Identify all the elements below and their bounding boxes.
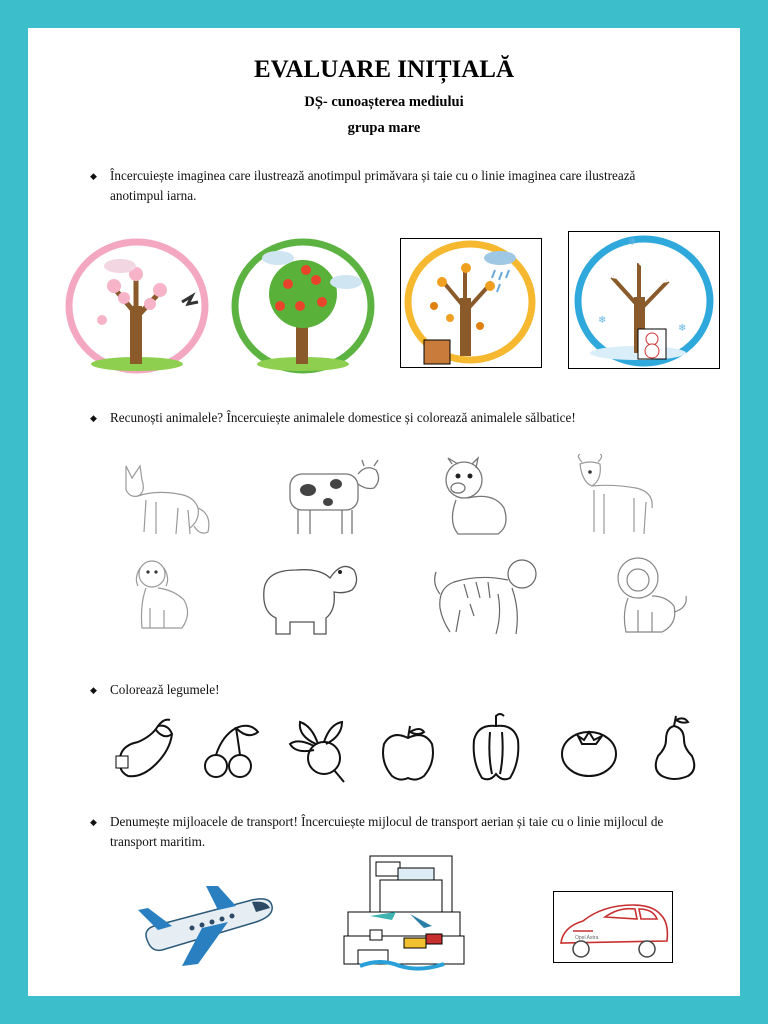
tiger-outline-image[interactable]	[430, 554, 542, 638]
svg-text:❄: ❄	[598, 315, 607, 326]
lion-outline-image[interactable]	[608, 556, 692, 638]
winter-tree-image[interactable]	[568, 231, 720, 369]
airplane-image[interactable]	[132, 880, 276, 970]
task-1-text: Încercuiește imaginea care ilustrează anotimpul primăvara și taie cu o linie imaginea care ilustrează anotimpul iarna.	[110, 168, 636, 203]
pear-outline-image[interactable]	[650, 714, 700, 782]
cherries-outline-image[interactable]	[200, 722, 262, 782]
radish-outline-image[interactable]	[284, 718, 352, 786]
bullet-icon: ◆	[90, 817, 97, 827]
subject-line: DȘ- cunoașterea mediului	[304, 94, 464, 110]
task-4-instruction	[90, 812, 690, 852]
hippo-outline-image[interactable]	[256, 556, 360, 638]
cow-outline-image[interactable]	[284, 456, 384, 538]
autumn-tree-image[interactable]	[400, 238, 542, 368]
task-1-instruction	[90, 166, 690, 206]
page-title: EVALUARE INIȚIALĂ	[253, 56, 515, 83]
group-line: grupa mare	[347, 120, 421, 136]
bullet-icon: ◆	[90, 413, 97, 423]
car-image[interactable]	[553, 891, 673, 963]
task-2-instruction	[90, 408, 690, 428]
task-3-text: Colorează legumele!	[110, 682, 220, 697]
svg-text:❄: ❄	[628, 237, 637, 248]
eggplant-outline-image[interactable]	[112, 716, 178, 782]
bell-pepper-outline-image[interactable]	[466, 712, 526, 784]
tomato-outline-image[interactable]	[558, 722, 620, 780]
worksheet-page	[28, 28, 740, 996]
bullet-icon: ◆	[90, 171, 97, 181]
svg-text:❄: ❄	[678, 323, 687, 334]
pig-outline-image[interactable]	[438, 456, 518, 538]
ship-image[interactable]	[340, 854, 468, 972]
spring-tree-image[interactable]	[62, 236, 212, 376]
summer-tree-image[interactable]	[228, 236, 378, 376]
task-4-text: Denumește mijloacele de transport! Încercuiește mijlocul de transport aerian și taie cu o linie mijlocul de transport maritim.	[110, 814, 664, 849]
task-3-instruction	[90, 680, 690, 700]
dog-outline-image[interactable]	[126, 558, 206, 634]
apple-outline-image[interactable]	[378, 722, 438, 784]
goat-outline-image[interactable]	[572, 454, 662, 538]
task-2-text: Recunoști animalele? Încercuiește animalele domestice și colorează animalele sălbatice!	[110, 410, 576, 425]
fox-outline-image[interactable]	[116, 456, 216, 538]
car-caption: Opel Astra	[575, 935, 599, 941]
bullet-icon: ◆	[90, 685, 97, 695]
